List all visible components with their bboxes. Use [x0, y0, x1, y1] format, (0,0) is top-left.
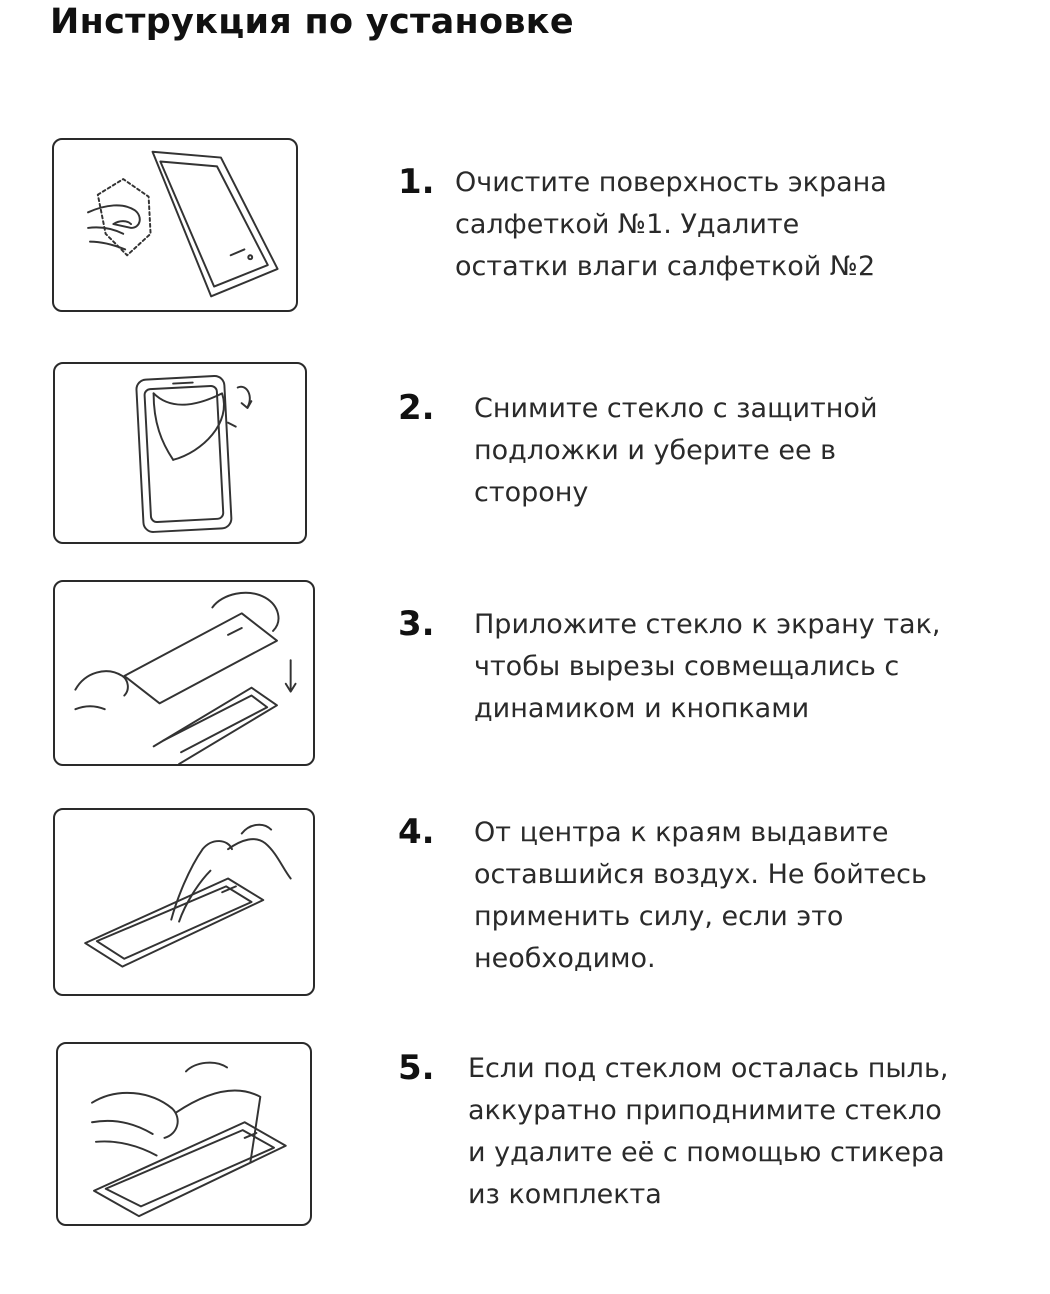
peel-backing-icon	[55, 364, 305, 542]
step-text-line: Снимите стекло с защитной	[474, 393, 878, 424]
step-text-line: аккуратно приподнимите стекло	[468, 1095, 942, 1126]
step-text-line: Очистите поверхность экрана	[455, 167, 887, 198]
step-text-line: оставшийся воздух. Не бойтесь	[474, 859, 927, 890]
step-text	[455, 162, 887, 288]
step-text	[474, 812, 927, 980]
step-text-line: чтобы вырезы совмещались с	[474, 651, 900, 682]
step-text-line: и удалите её с помощью стикера	[468, 1137, 945, 1168]
step-number: 5.	[398, 1048, 435, 1088]
step-text-line: салфеткой №1. Удалите	[455, 209, 800, 240]
step-text-line: сторону	[474, 477, 589, 508]
step-number: 4.	[398, 812, 435, 852]
step-text-line: Если под стеклом осталась пыль,	[468, 1053, 949, 1084]
step-number: 3.	[398, 604, 435, 644]
step-5-illustration	[56, 1042, 312, 1226]
apply-glass-icon	[55, 582, 313, 764]
step-text-line: Приложите стекло к экрану так,	[474, 609, 941, 640]
step-text	[474, 388, 878, 514]
step-4-illustration	[53, 808, 315, 996]
step-text-line: необходимо.	[474, 943, 656, 974]
step-text-line: динамиком и кнопками	[474, 693, 810, 724]
step-text-line: остатки влаги салфеткой №2	[455, 251, 876, 282]
step-text	[468, 1048, 948, 1216]
step-2-illustration	[53, 362, 307, 544]
step-number: 2.	[398, 388, 435, 428]
wipe-screen-icon	[54, 140, 296, 310]
step-text	[474, 604, 941, 730]
page-title: Инструкция по установке	[50, 2, 574, 42]
step-number: 1.	[398, 162, 435, 202]
step-3-illustration	[53, 580, 315, 766]
step-text-line: из комплекта	[468, 1179, 662, 1210]
step-text-line: От центра к краям выдавите	[474, 817, 889, 848]
press-air-out-icon	[55, 810, 313, 994]
step-text-line: применить силу, если это	[474, 901, 844, 932]
lift-dust-icon	[58, 1044, 310, 1224]
step-1-illustration	[52, 138, 298, 312]
step-text-line: подложки и уберите ее в	[474, 435, 837, 466]
